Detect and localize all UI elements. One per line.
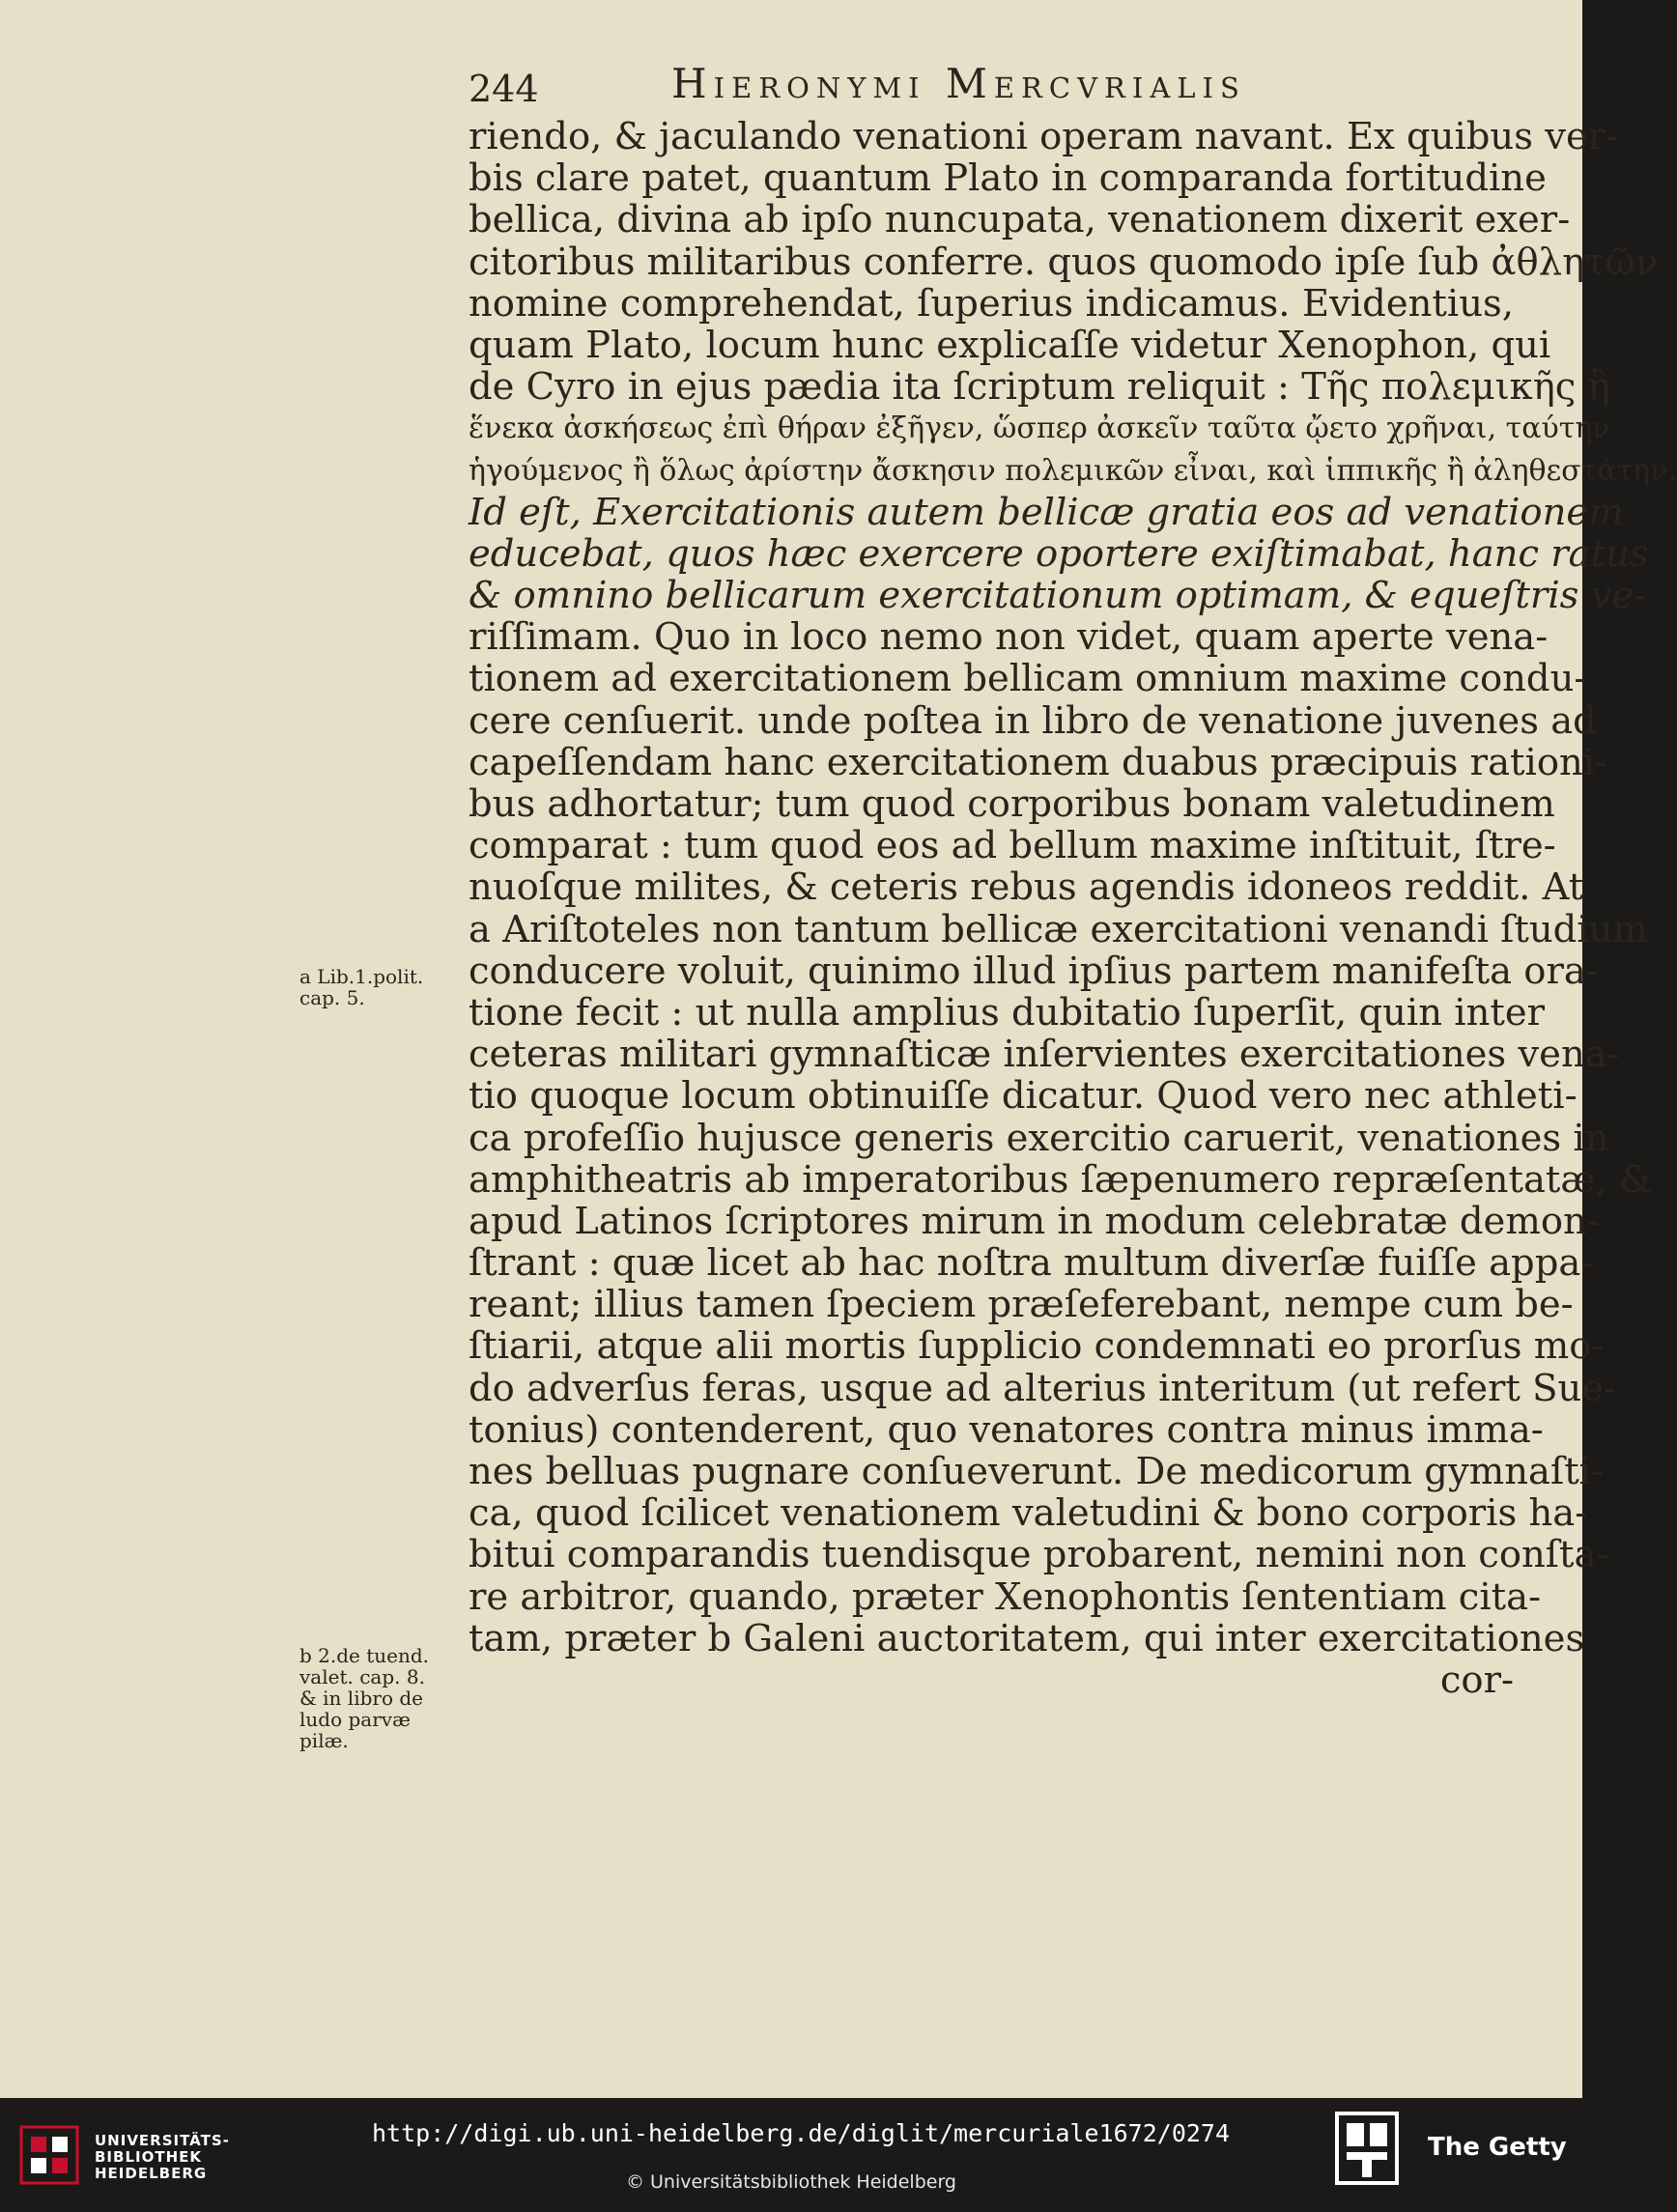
- text-line: reant; illius tamen ſpeciem præſeferebant, nempe cum be-: [469, 1283, 1574, 1327]
- text-line: nomine comprehendat, ſuperius indicamus. Evidentius,: [469, 281, 1514, 326]
- text-line: capeſſendam hanc exercitationem duabus præcipuis rationi-: [469, 740, 1608, 784]
- page-number: 244: [469, 68, 539, 110]
- body-text: [469, 115, 1677, 1702]
- getty-logo-icon[interactable]: [1333, 2110, 1401, 2187]
- text-line: ſtrant : quæ licet ab hac noſtra multum diverſæ fuiſſe appa-: [469, 1241, 1594, 1286]
- text-line: nes belluas pugnare conſueverunt. De medicorum gymnaſti-: [469, 1450, 1605, 1493]
- text-line: ca, quod ſcilicet venationem valetudini & bono corporis ha-: [469, 1491, 1588, 1536]
- text-line: a Ariſtoteles non tantum bellicæ exercitationi venandi ſtudium: [469, 907, 1648, 951]
- text-line: bitui comparandis tuendisque probarent, nemini non conſta-: [469, 1533, 1609, 1577]
- text-line: tam, præter b Galeni auctoritatem, qui inter exercitationes: [469, 1616, 1585, 1660]
- text-line: do adverſus feras, usque ad alterius interitum (ut refert Sue-: [469, 1366, 1617, 1410]
- text-line: riendo, & jaculando venationi operam navant. Ex quibus ver-: [469, 115, 1619, 158]
- text-line: citoribus militaribus conferre. quos quomodo ipſe ſub ἀθλητῶν: [469, 240, 1659, 284]
- margin-note-line: a Lib.1.polit.: [299, 965, 424, 988]
- margin-note-line: & in libro de: [299, 1687, 423, 1710]
- text-line: ſtiarii, atque alii mortis ſupplicio condemnati eo prorſus mo-: [469, 1324, 1605, 1369]
- margin-note-b: [299, 1645, 459, 1751]
- library-name-line: BIBLIOTHEK: [95, 2148, 202, 2166]
- text-line: cor-: [1439, 1658, 1514, 1702]
- text-line: re arbitror, quando, præter Xenophontis ſententiam cita-: [469, 1574, 1542, 1619]
- viewer-footer: [0, 2098, 1582, 2212]
- copyright-notice: © Universitätsbibliothek Heidelberg: [625, 2171, 956, 2193]
- text-line: comparat : tum quod eos ad bellum maxime inſtituit, ſtre-: [469, 824, 1556, 868]
- text-line: educebat, quos hæc exercere oportere exiſtimabat, hanc ratus: [469, 531, 1649, 576]
- margin-note-line: b 2.de tuend.: [299, 1644, 430, 1667]
- text-line: riſſimam. Quo in loco nemo non videt, quam aperte vena-: [469, 615, 1549, 660]
- permalink-url[interactable]: http://digi.ub.uni-heidelberg.de/diglit/mercuriale1672/0274: [372, 2119, 1231, 2147]
- text-line: & omnino bellicarum exercitationum optimam, & equeſtris ve-: [469, 574, 1647, 618]
- getty-name: The Getty: [1428, 2133, 1567, 2162]
- running-title: Hieronymi Mercvrialis: [671, 60, 1246, 107]
- library-name-line: HEIDELBERG: [95, 2165, 208, 2182]
- text-line: apud Latinos ſcriptores mirum in modum celebratæ demon-: [469, 1199, 1600, 1243]
- text-line: Id eſt, Exercitationis autem bellicæ gratia eos ad venationem: [469, 490, 1624, 534]
- text-line: de Cyro in ejus pædia ita ſcriptum reliquit : Τῆς πολεμικῆς ἢ: [469, 365, 1610, 410]
- text-line: conducere voluit, quinimo illud ipſius partem manifeſta ora-: [469, 949, 1599, 993]
- text-line: ca profeſſio hujusce generis exercitio caruerit, venationes in: [469, 1116, 1609, 1160]
- text-line: bus adhortatur; tum quod corporibus bonam valetudinem: [469, 782, 1555, 826]
- margin-note-line: ludo parvæ: [299, 1708, 411, 1731]
- text-line: ἕνεκα ἀσκήσεως ἐπὶ θήραν ἐξῆγεν, ὥσπερ ἀσκεῖν ταῦτα ᾤετο χρῆναι, ταύτην: [469, 411, 1610, 446]
- text-line: nuoſque milites, & ceteris rebus agendis idoneos reddit. At: [469, 865, 1584, 910]
- text-line: tione fecit : ut nulla amplius dubitatio ſuperſit, quin inter: [469, 990, 1546, 1035]
- text-line: tionem ad exercitationem bellicam omnium maxime condu-: [469, 657, 1587, 701]
- library-name-line: UNIVERSITÄTS-: [95, 2132, 230, 2149]
- text-line: ceteras militari gymnaſticæ inſervientes exercitationes vena-: [469, 1033, 1620, 1077]
- text-line: amphitheatris ab imperatoribus ſæpenumero repræſentatæ, &: [469, 1157, 1653, 1202]
- text-line: bellica, divina ab ipſo nuncupata, venationem dixerit exer-: [469, 198, 1571, 242]
- text-line: quam Plato, locum hunc explicaſſe videtur Xenophon, qui: [469, 323, 1551, 367]
- text-line: bis clare patet, quantum Plato in comparanda fortitudine: [469, 156, 1547, 201]
- margin-note-line: valet. cap. 8.: [299, 1665, 425, 1688]
- text-line: tonius) contenderent, quo venatores contra minus imma-: [469, 1407, 1544, 1452]
- margin-note-line: cap. 5.: [299, 986, 365, 1009]
- text-line: ἡγούμενος ἢ ὅλως ἀρίστην ἄσκησιν πολεμικῶν εἶναι, καὶ ἱππικῆς ἢ ἀληθεστάτην.: [469, 453, 1677, 488]
- text-line: tio quoque locum obtinuiſſe dicatur. Quod vero nec athleti-: [469, 1074, 1578, 1119]
- text-line: cere cenſuerit. unde poſtea in libro de venatione juvenes ad: [469, 698, 1597, 743]
- margin-note-a: [299, 966, 459, 1008]
- margin-note-line: pilæ.: [299, 1729, 349, 1752]
- page-header: [469, 60, 1293, 118]
